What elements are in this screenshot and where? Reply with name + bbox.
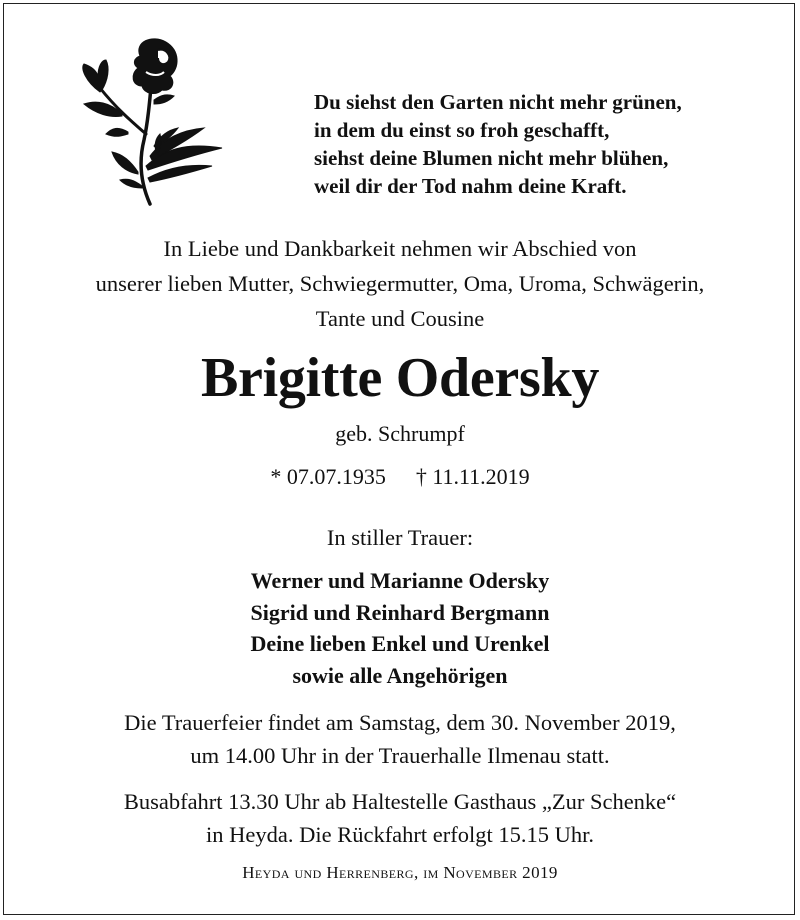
place-and-date: Heyda und Herrenberg, im November 2019 [242,863,558,882]
rose-flower-icon [72,36,232,208]
birth-date: * 07.07.1935 [270,464,386,489]
birth-name: geb. Schrumpf [335,421,465,446]
intro-line: In Liebe und Dankbarkeit nehmen wir Abschied von [163,236,637,261]
poem-line: Du siehst den Garten nicht mehr grünen, [314,90,682,114]
memorial-poem [314,88,784,200]
life-dates [0,463,800,491]
death-date: † 11.11.2019 [415,464,530,489]
intro-line: Tante und Cousine [315,306,485,331]
mourner-entry: Sigrid und Reinhard Bergmann [250,599,550,625]
poem-line: weil dir der Tod nahm deine Kraft. [314,174,627,198]
mourner-entry: sowie alle Angehörigen [292,662,508,688]
bus-line: Busabfahrt 13.30 Uhr ab Haltestelle Gasthaus „Zur Schenke“ [123,789,677,814]
poem-line: siehst deine Blumen nicht mehr blühen, [314,146,669,170]
bus-info [0,785,800,851]
ceremony-line: Die Trauerfeier findet am Samstag, dem 30. November 2019, [124,710,676,735]
mourning-label: In stiller Trauer: [326,525,474,550]
poem-line: in dem du einst so froh geschafft, [314,118,610,142]
farewell-intro [0,231,800,336]
bus-line: in Heyda. Die Rückfahrt erfolgt 15.15 Uhr. [205,822,595,847]
deceased-name: Brigitte Odersky [200,347,600,409]
ceremony-info [0,706,800,772]
mourners-list [0,565,800,691]
intro-line: unserer lieben Mutter, Schwiegermutter, Oma, Uroma, Schwägerin, [95,271,705,296]
ceremony-line: um 14.00 Uhr in der Trauerhalle Ilmenau statt. [190,743,610,768]
mourner-entry: Werner und Marianne Odersky [250,568,550,593]
mourner-entry: Deine lieben Enkel und Urenkel [250,631,550,656]
